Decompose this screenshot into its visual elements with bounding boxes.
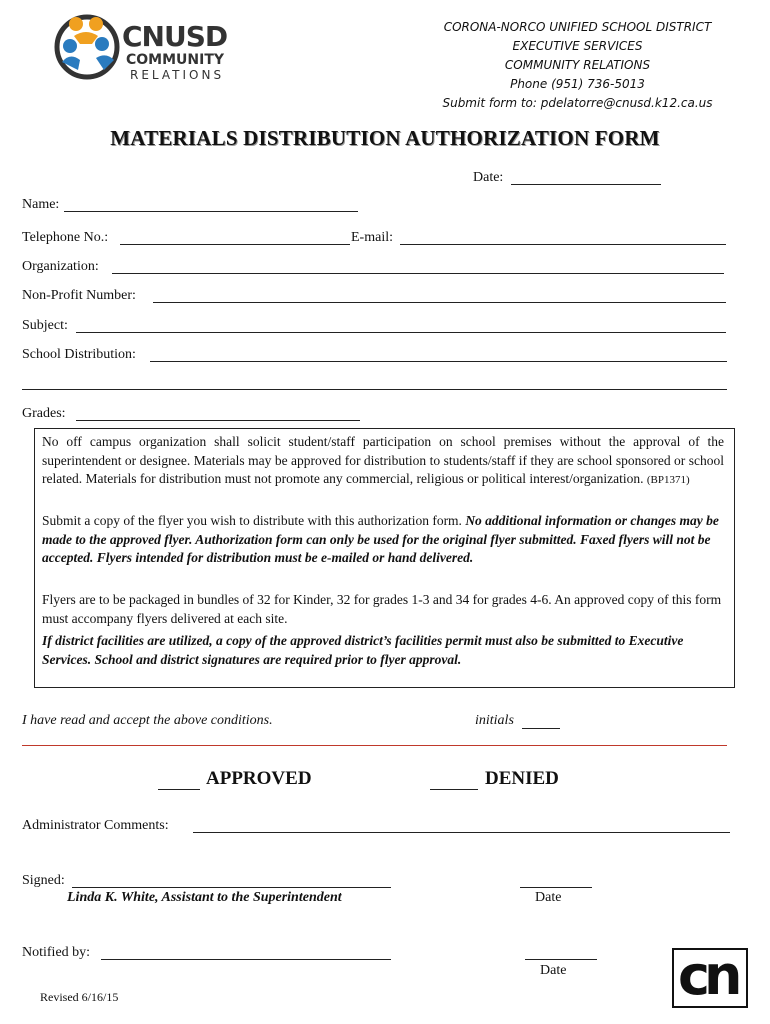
form-title: MATERIALS DISTRIBUTION AUTHORIZATION FORM [110, 126, 660, 150]
office-name: COMMUNITY RELATIONS [504, 58, 651, 72]
nonprofit-field[interactable] [153, 302, 726, 303]
date-label: Date: [473, 170, 504, 185]
grades-label: Grades: [22, 406, 66, 421]
conditions-paragraph-4: If district facilities are utilized, a copy of the approved district’s facilities permit must also be submitted to Executive Services. School and district signatures are required prior to flyer approval. [42, 633, 684, 667]
district-name: CORONA-NORCO UNIFIED SCHOOL DISTRICT [443, 20, 712, 34]
telephone-field[interactable] [120, 244, 350, 245]
initials-label: initials [475, 713, 514, 728]
denied-option: DENIED [485, 768, 559, 789]
date-field[interactable] [511, 184, 661, 185]
subject-label: Subject: [22, 318, 68, 333]
notified-label: Notified by: [22, 945, 91, 960]
admin-comments-label: Administrator Comments: [22, 818, 169, 833]
approved-checkline[interactable] [158, 789, 200, 790]
conditions-paragraph-1 [42, 433, 724, 490]
logo-cnusd: CNUSD [122, 20, 228, 53]
signed-label: Signed: [22, 873, 65, 888]
conditions-paragraph-3: Flyers are to be packaged in bundles of 32 for Kinder, 32 for grades 1-3 and 34 for grades 4-6. An approved copy of this form must accompany flyers delivered at each site. [42, 592, 722, 626]
conditions-text-1: No off campus organization shall solicit student/staff participation on school premises without the approval of the superintendent or designee. Materials may be approved for distribution to students/staff if they are school sponsored or school related. Materials for distribution must not promote any commercial, religious or political interest/organization. [42, 434, 724, 486]
logo-relations: RELATIONS [130, 68, 225, 82]
organization-field[interactable] [112, 273, 724, 274]
school-distribution-label: School Distribution: [22, 347, 136, 362]
approved-option: APPROVED [206, 768, 312, 789]
signer-name: Linda K. White, Assistant to the Superintendent [67, 890, 342, 905]
revised-date: Revised 6/16/15 [40, 990, 119, 1004]
admin-comments-field[interactable] [193, 832, 730, 833]
submit-email: Submit form to: pdelatorre@cnusd.k12.ca.us [442, 96, 713, 110]
email-field[interactable] [400, 244, 726, 245]
signed-date-field[interactable] [520, 887, 592, 888]
notified-field[interactable] [101, 959, 391, 960]
name-label: Name: [22, 197, 60, 212]
name-field[interactable] [64, 211, 358, 212]
cn-badge-text: cn [678, 944, 737, 1007]
community-people-icon [52, 12, 122, 82]
conditions-text-2-emphasis: No additional information or changes may be made to the approved flyer. Authorization form can only be used for the original flyer submitted. Faxed flyers will not be accepted. Flyers intended for distribution must be e-mailed or hand delivered. [42, 513, 719, 565]
cn-badge-logo [672, 944, 748, 1008]
subject-field[interactable] [76, 332, 726, 333]
phone-number: Phone (951) 736-5013 [510, 77, 645, 91]
district-header [430, 18, 725, 113]
signature-field[interactable] [72, 887, 391, 888]
accept-statement: I have read and accept the above conditions. [22, 713, 273, 728]
nonprofit-label: Non-Profit Number: [22, 288, 136, 303]
signed-date-label: Date [535, 890, 562, 905]
school-distribution-field-line2[interactable] [22, 389, 727, 390]
initials-field[interactable] [522, 728, 560, 729]
conditions-text-2: Submit a copy of the flyer you wish to distribute with this authorization form. [42, 513, 462, 528]
notified-date-label: Date [540, 963, 567, 978]
telephone-label: Telephone No.: [22, 230, 109, 245]
email-label: E-mail: [351, 230, 393, 245]
grades-field[interactable] [76, 420, 360, 421]
cnusd-logo [52, 12, 237, 84]
notified-date-field[interactable] [525, 959, 597, 960]
policy-reference: (BP1371) [646, 474, 690, 486]
school-distribution-field[interactable] [150, 361, 727, 362]
accept-divider [22, 745, 727, 746]
organization-label: Organization: [22, 259, 99, 274]
department-name: EXECUTIVE SERVICES [512, 39, 643, 53]
logo-community: COMMUNITY [126, 52, 225, 68]
denied-checkline[interactable] [430, 789, 478, 790]
conditions-paragraph-2 [42, 512, 724, 568]
